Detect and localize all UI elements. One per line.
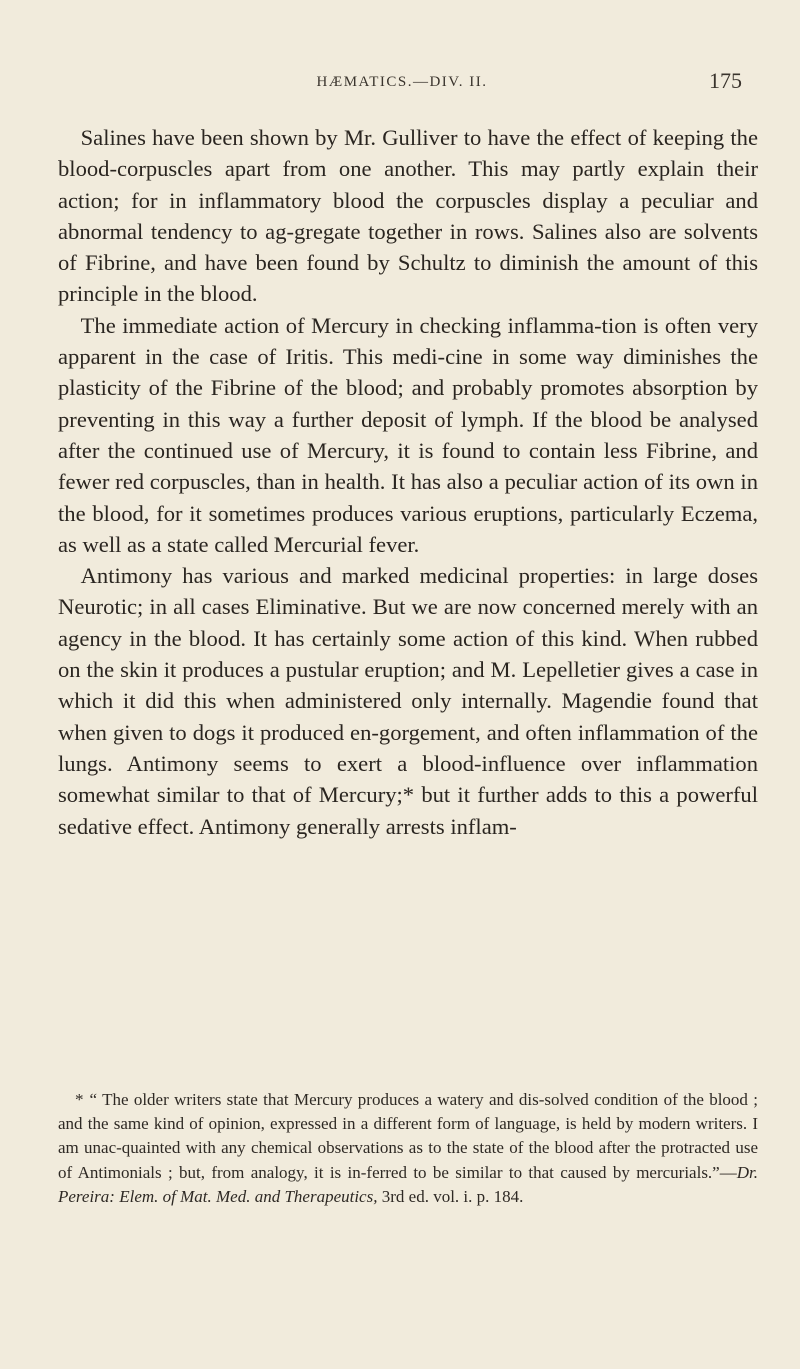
running-title: HÆMATICS.—DIV. II. xyxy=(316,74,488,90)
footnote-marker: * xyxy=(75,1090,84,1109)
page-number: 175 xyxy=(709,68,742,93)
running-head xyxy=(0,64,800,104)
footnote xyxy=(58,1088,758,1209)
body-text xyxy=(58,122,758,842)
paragraph-antimony: Antimony has various and marked medicinal properties: in large doses Neurotic; in all cases Eliminative. But we are now concerned merely with an agency in the blood. It has certainly some action of this kind. When rubbed on the skin it produces a pustular eruption; and M. Lepelletier gives a case in which it did this when administered only internally. Magendie found that when given to dogs it produced en-gorgement, and often inflammation of the lungs. Antimony seems to exert a blood-influence over inflammation somewhat similar to that of Mercury;* but it further adds to this a powerful sedative effect. Antimony generally arrests inflam- xyxy=(58,563,758,839)
footnote-text: “ The older writers state that Mercury produces a watery and dis-solved condition of the blood ; and the same kind of opinion, expressed in a different form of language, is held by modern writers. I am unac-quainted with any chemical observations as to the state of the blood after the protracted use of Antimonials ; but, from analogy, it is in-ferred to be similar to that caused by mercurials.”— xyxy=(58,1090,758,1182)
footnote-citation-tail: 3rd ed. vol. i. p. 184. xyxy=(377,1186,524,1206)
paragraph-mercury: The immediate action of Mercury in checking inflamma-tion is often very apparent in the case of Iritis. This medi-cine in some way diminishes the plasticity of the Fibrine of the blood; and probably promotes absorption by preventing in this way a further deposit of lymph. If the blood be analysed after the continued use of Mercury, it is found to contain less Fibrine, and fewer red corpuscles, than in health. It has also a peculiar action of its own in the blood, for it sometimes produces various eruptions, particularly Eczema, as well as a state called Mercurial fever. xyxy=(58,312,758,557)
paragraph-salines: Salines have been shown by Mr. Gulliver to have the effect of keeping the blood-corpuscles apart from one another. This may partly explain their action; for in inflammatory blood the corpuscles display a peculiar and abnormal tendency to ag-gregate together in rows. Salines also are solvents of Fibrine, and have been found by Schultz to diminish the amount of this principle in the blood. xyxy=(58,125,758,307)
footnote-citation: Dr. Pereira: Elem. of Mat. Med. and Therapeutics, xyxy=(58,1162,758,1206)
